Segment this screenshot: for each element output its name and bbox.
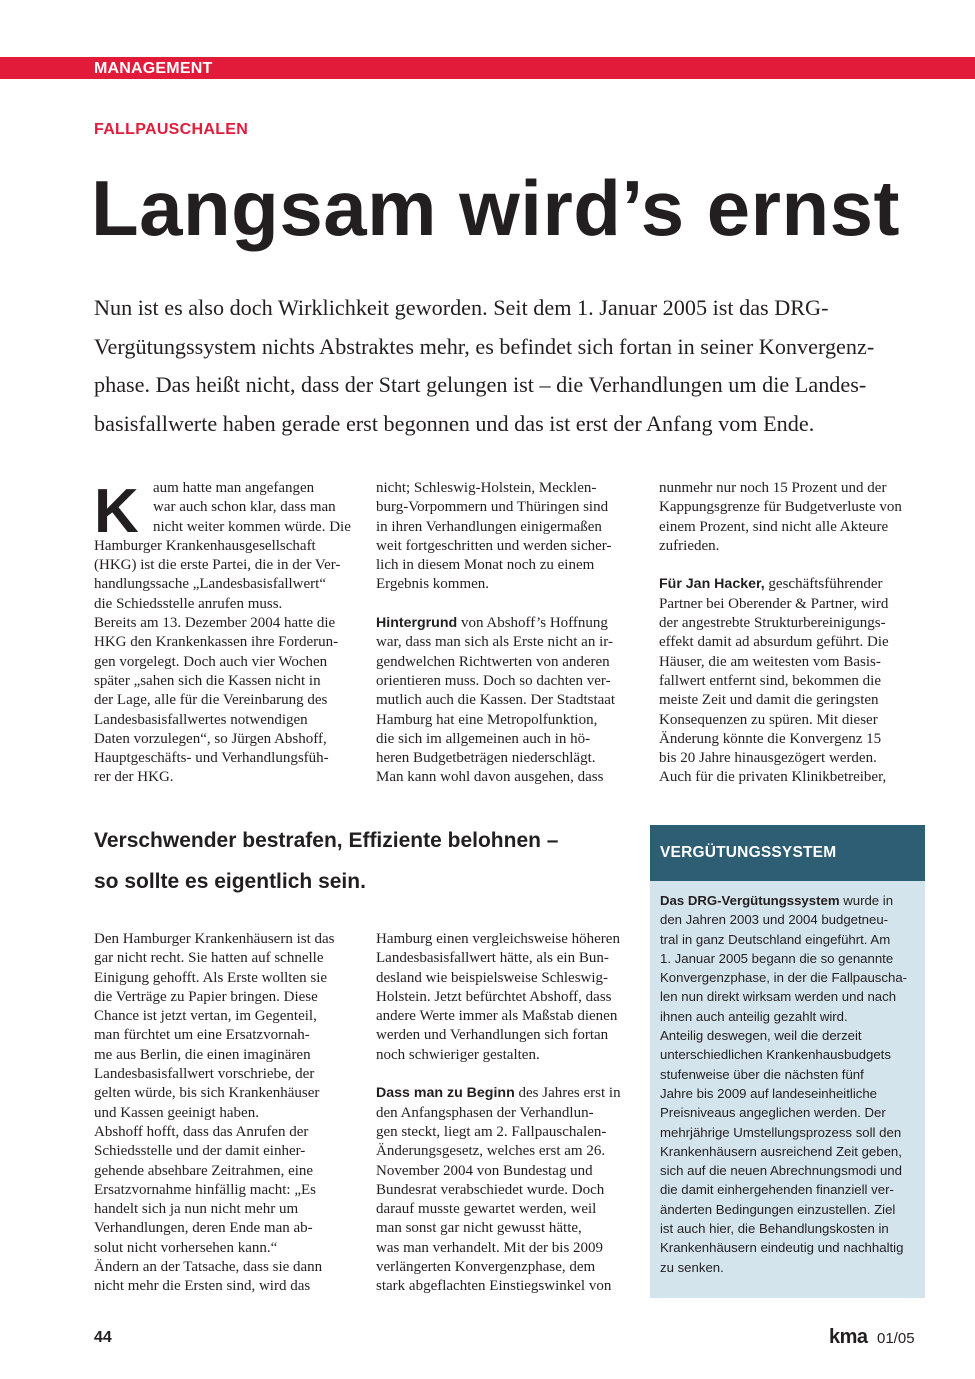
text-line: len nun direkt wirksam werden und nach [660, 989, 897, 1005]
text-line: ihnen auch anteilig gezahlt wird. [660, 1008, 848, 1024]
text-line: die Schiedsstelle anrufen muss. [94, 595, 283, 612]
text-line: gehende absehbare Zeitrahmen, eine [94, 1162, 314, 1179]
text-line: Bundesrat verabschiedet wurde. Doch [376, 1181, 605, 1198]
text-line: Hauptgeschäfts- und Verhandlungsfüh- [94, 750, 329, 767]
text-line: tral in ganz Deutschland eingeführt. Am [660, 931, 891, 947]
text-line: einem Prozent, sind nicht alle Akteure [659, 518, 889, 535]
issue-number: 01/05 [877, 1330, 915, 1347]
drop-cap: K [94, 477, 139, 546]
text-line: handelt sich ja nun nicht mehr um [94, 1201, 299, 1218]
run-in-heading: Hintergrund [376, 615, 458, 632]
info-box-title: VERGÜTUNGSSYSTEM [660, 844, 837, 861]
text-line: nicht mehr die Ersten sind, wird das [94, 1278, 311, 1295]
paragraph-gap [376, 1065, 632, 1084]
text-line: Chance ist jetzt vertan, im Gegenteil, [94, 1008, 317, 1025]
text-line: Schiedsstelle und der damit einher- [94, 1143, 306, 1160]
pull-quote-line: so sollte es eigentlich sein. [94, 870, 366, 893]
text-line [376, 614, 632, 633]
text-line: Landesbasisfallwert vorschriebe, der [94, 1066, 315, 1083]
text-line: Auch für die privaten Klinikbetreiber, [659, 769, 887, 786]
text-line: der angestrebte Strukturbereinigungs- [659, 615, 886, 632]
text-line: Krankenhäusern ausreichend Zeit geben, [660, 1143, 902, 1159]
text-line: die sich im allgemeinen auch in hö- [376, 730, 591, 747]
text-line: die damit einhergehenden finanziell ver- [660, 1182, 894, 1198]
text-line: Man kann wohl davon ausgehen, dass [376, 769, 604, 786]
text-line: Änderungsgesetz, welches erst am 26. [376, 1143, 606, 1160]
pull-quote-line: Verschwender bestrafen, Effiziente belohnen – [94, 829, 559, 852]
info-box [650, 825, 925, 1298]
text-line: Hamburg einen vergleichsweise höheren [376, 931, 620, 947]
text-line: war, dass man sich als Erste nicht an ir- [376, 634, 613, 651]
text-line: Hamburg hat eine Metropolfunktion, [376, 711, 598, 728]
text-line: gelten würde, bis sich Krankenhäuser [94, 1085, 320, 1102]
text-line: was man verhandelt. Mit der bis 2009 [376, 1239, 604, 1256]
paragraph-gap [376, 595, 632, 614]
text-line: meiste Zeit und damit die geringsten [659, 692, 879, 709]
section-label: MANAGEMENT [94, 60, 213, 77]
info-box-header [650, 825, 925, 881]
text-line: war auch schon klar, dass man [153, 499, 336, 516]
text-line: nunmehr nur noch 15 Prozent und der [659, 480, 887, 496]
text-line: Bereits am 13. Dezember 2004 hatte die [94, 615, 336, 632]
text-line: Hamburger Krankenhausgesellschaft [94, 537, 316, 554]
text-line: sich auf die neuen Abrechnungsmodi und [660, 1163, 902, 1179]
article-title: Langsam wird’s ernst [91, 164, 901, 252]
text-line: ist auch hier, die Behandlungskosten in [660, 1221, 889, 1237]
text-line: Krankenhäusern eindeutig und nachhaltig [660, 1240, 904, 1256]
text-line: heren Budgetbeträgen niederschlägt. [376, 750, 596, 767]
text-line: Den Hamburger Krankenhäusern ist das [94, 931, 335, 947]
text-line: rer der HKG. [94, 769, 174, 786]
text-line: gen vorgelegt. Doch auch vier Wochen [94, 653, 328, 670]
text-line: mehrjährige Umstellungsprozess soll den [660, 1124, 902, 1140]
text-line: fallwert entfernt sind, bekommen die [659, 672, 882, 689]
text-line: den Anfangsphasen der Verhandlun- [376, 1104, 594, 1121]
text-run: des Jahres erst in [514, 1085, 621, 1102]
pull-quote [94, 820, 594, 902]
text-line: unterschiedlichen Krankenhausbudgets [660, 1047, 891, 1063]
text-line: Holstein. Jetzt befürchtet Abshoff, dass [376, 988, 612, 1005]
text-line [660, 891, 918, 910]
text-line: mutlich auch die Kassen. Der Stadtstaat [376, 692, 616, 709]
text-line: Änderung könnte die Konvergenz 15 [659, 730, 882, 747]
text-line: desland wie beispielsweise Schleswig- [376, 969, 609, 986]
text-line: gen steckt, liegt am 2. Fallpauschalen- [376, 1123, 607, 1140]
lead-line: basisfallwerte haben gerade erst begonnen und das ist erst der Anfang vom Ende. [94, 410, 815, 436]
text-line: Einigung gehofft. Als Erste wollten sie [94, 969, 328, 986]
text-line: bis 20 Jahre hinausgezögert werden. [659, 750, 877, 767]
text-line: zu senken. [660, 1259, 724, 1275]
text-line: in ihren Verhandlungen einigermaßen [376, 518, 602, 535]
body-column-4 [94, 930, 350, 1297]
article-lead [94, 289, 924, 443]
text-line: Konvergenzphase, in der die Fallpauscha- [660, 970, 908, 986]
body-column-1 [94, 479, 349, 788]
text-line: orientieren muss. Doch so dachten ver- [376, 672, 611, 689]
text-line: 1. Januar 2005 begann die so genannte [660, 950, 894, 966]
text-line: (HKG) ist die erste Partei, die in der Ver- [94, 557, 341, 574]
text-line: änderten Bedingungen einzustellen. Ziel [660, 1201, 896, 1217]
text-line: Ersatzvornahme hinfällig macht: „Es [94, 1181, 317, 1198]
text-line: aum hatte man angefangen [153, 480, 315, 496]
text-line: Partner bei Oberender & Partner, wird [659, 595, 889, 612]
text-line: weit fortgeschritten und werden sicher- [376, 537, 612, 554]
text-line: Anteilig deswegen, weil die derzeit [660, 1028, 862, 1044]
text-line: später „sahen sich die Kassen nicht in [94, 672, 321, 689]
body-column-3 [659, 479, 915, 788]
paragraph-gap [659, 556, 915, 575]
text-line: gendwelchen Richtwerten von anderen [376, 653, 610, 670]
info-box-text [660, 891, 918, 1277]
text-line: gar nicht recht. Sie hatten auf schnelle [94, 950, 324, 967]
text-line: effekt damit ad absurdum geführt. Die [659, 634, 889, 651]
text-line: Ergebnis kommen. [376, 576, 490, 593]
text-line: HKG den Krankenkassen ihre Forderun- [94, 634, 339, 651]
text-line: me aus Berlin, die einen imaginären [94, 1046, 311, 1063]
text-line: nicht weiter kommen würde. Die [153, 518, 351, 535]
text-line: Verhandlungen, deren Ende man ab- [94, 1220, 313, 1237]
text-line: stufenweise über die nächsten fünf [660, 1066, 864, 1082]
text-line: Landesbasisfallwert hätte, als ein Bun- [376, 950, 609, 967]
text-line: darauf musste gewartet werden, weil [376, 1201, 597, 1218]
text-line: Häuser, die am weitesten vom Basis- [659, 653, 881, 670]
text-line: Konsequenzen zu spüren. Mit dieser [659, 711, 878, 728]
text-line: handlungssache „Landesbasisfallwert“ [94, 576, 326, 593]
text-line: werden und Verhandlungen sich fortan [376, 1027, 609, 1044]
text-line: Landesbasisfallwertes notwendigen [94, 711, 308, 728]
text-line: Jahre bis 2009 auf landeseinheitliche [660, 1085, 878, 1101]
body-column-2 [376, 479, 632, 788]
text-line: lich in diesem Monat noch zu einem [376, 557, 595, 574]
text-line: andere Werte immer als Maßstab dienen [376, 1008, 618, 1025]
magazine-logo: kma [829, 1326, 868, 1348]
text-line: nicht; Schleswig-Holstein, Mecklen- [376, 480, 597, 496]
text-run: geschäftsführender [764, 576, 883, 593]
run-in-heading: Das DRG-Vergütungssystem [660, 893, 840, 908]
text-line: burg-Vorpommern und Thüringen sind [376, 499, 609, 516]
run-in-heading: Dass man zu Beginn [376, 1085, 515, 1102]
text-line: stark abgeflachten Einstiegswinkel von [376, 1278, 612, 1295]
lead-line: Nun ist es also doch Wirklichkeit geworden. Seit dem 1. Januar 2005 ist das DRG- [94, 295, 829, 320]
text-line: Daten vorzulegen“, so Jürgen Abshoff, [94, 730, 327, 747]
text-line: Ändern an der Tatsache, dass sie dann [94, 1259, 323, 1276]
text-line [376, 1084, 632, 1103]
body-column-5 [376, 930, 632, 1297]
text-line: der Lage, alle für die Vereinbarung des [94, 692, 328, 709]
run-in-heading: Für Jan Hacker, [659, 576, 765, 593]
article-kicker: FALLPAUSCHALEN [94, 121, 249, 138]
text-line: man fürchtet um eine Ersatzvornah- [94, 1027, 310, 1044]
text-line: November 2004 von Bundestag und [376, 1162, 593, 1179]
text-line: Kappungsgrenze für Budgetverluste von [659, 499, 902, 516]
lead-line: Vergütungssystem nichts Abstraktes mehr, es befindet sich fortan in seiner Konvergenz- [94, 333, 875, 359]
text-line: zufrieden. [659, 537, 720, 554]
text-line [659, 575, 915, 594]
text-line: noch schwieriger gestalten. [376, 1046, 540, 1063]
text-line: verlängerten Konvergenzphase, dem [376, 1259, 596, 1276]
text-line: man sonst gar nicht gewusst hätte, [376, 1220, 582, 1237]
text-line: und Kassen geeinigt haben. [94, 1104, 259, 1121]
lead-line: phase. Das heißt nicht, dass der Start gelungen ist – die Verhandlungen um die Landes- [94, 372, 867, 398]
text-run: von Abshoff’s Hoffnung [457, 615, 608, 632]
text-line: solut nicht vorhersehen kann.“ [94, 1239, 278, 1256]
text-line: den Jahren 2003 und 2004 budgetneu- [660, 912, 889, 928]
text-line: Preisniveaus angeglichen werden. Der [660, 1105, 886, 1121]
text-run: wurde in [839, 893, 894, 908]
text-line: Abshoff hofft, dass das Anrufen der [94, 1123, 309, 1140]
text-line: die Verträge zu Papier bringen. Diese [94, 988, 318, 1005]
page-number: 44 [94, 1329, 112, 1346]
